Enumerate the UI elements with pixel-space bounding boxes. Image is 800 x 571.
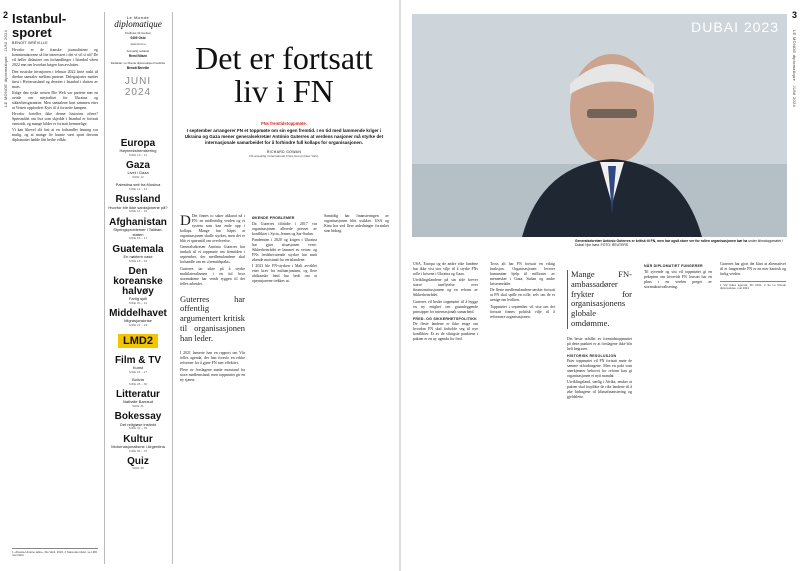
paragraph: Guterres vil bruke toppmøtet til å bygge en ny enighet om grunnleggende prinsipper for internasjonalt samarbeid. (413, 299, 478, 314)
article-author-desc: FN-ansvarlig i International Crisis Group (New York). (249, 153, 319, 158)
masthead-label: Postboks 33 Grefsen (124, 31, 152, 35)
toc-heading: Quiz (127, 455, 149, 467)
toc-item (108, 245, 168, 264)
page-number-right: 3 (791, 10, 797, 20)
paragraph: Da Guterres tiltrådte i 2017 var organisasjonen allerede presset av konflikter i Syria, Jemen og Sør-Sudan. (252, 221, 317, 236)
running-head-left: LE MONDE diplomatique · JUNI 2024 (3, 30, 8, 108)
logo-small: Le Monde (126, 15, 150, 20)
toc-heading: Russland (115, 194, 161, 206)
istanbul-byline: BENOÎT BRÉVILLE (12, 41, 48, 46)
toc-page: SIDE 16 – 17 (128, 236, 148, 241)
toc-item (108, 267, 168, 306)
photo-badge: DUBAI 2023 (691, 19, 779, 35)
toc-item (108, 218, 168, 241)
toc-item (108, 139, 168, 158)
toc-heading: Litteratur (116, 389, 160, 401)
article-column-4 (413, 262, 478, 343)
running-head-right: LE MONDE diplomatique · JUNI 2024 (792, 30, 797, 108)
pull-quote: Guterres har offentlig argumentert kritisk til organisasjonen han leder. (180, 293, 245, 343)
toc-page: SIDE 32 – 35 (128, 426, 148, 431)
toc-item (108, 435, 168, 454)
masthead-value: 0409 Oslo (130, 35, 146, 40)
page-number-left: 2 (3, 10, 9, 20)
toc-subtitle: Høyreekstremisering (119, 148, 157, 154)
article-kicker: FNs fremtidstoppmøte. (261, 121, 307, 127)
toc-item (108, 378, 168, 387)
toc-page: SIDE 31 (132, 404, 144, 409)
toc-heading: Bokessay (114, 411, 162, 423)
issue-year: 2024 (124, 87, 152, 99)
toc-heading: Gaza (126, 160, 150, 172)
toc-heading: Europa (120, 138, 156, 149)
article-photo (412, 14, 787, 237)
paragraph: Guterres tar sikte på å styrke multilateralismen i en tid hvor stormaktene har vendt ryggen til det felles arbeidet. (180, 266, 245, 286)
article-column-6 (567, 262, 632, 402)
paragraph: Pandemien i 2020 og krigen i Ukraina har gjort situasjonen verre. Sikkerhetsrådet er lammet av vetoer, og FNs fredsbevarende styrker har møtt økende motstand fra vertslandene. (252, 237, 317, 262)
toc-subtitle: Hvorfor blir ikke sanksjonene på? (108, 204, 168, 210)
istanbul-article (12, 12, 98, 145)
toc-heading: Film & TV (114, 354, 162, 366)
paragraph: Utviklingslandene på sin side krever større innflytelse over finansinstitusjonene og en reform av Sikkerhetsrådet. (413, 278, 478, 298)
subhead: FRED- OG SIKKERHETSPOLITIKK (413, 316, 477, 321)
masthead-info (108, 32, 168, 70)
paragraph: USA, Europa og de andre rike landene har ikke vist stor vilje til å styrke FNs rolle i krisene i Ukraina og Gaza. (413, 262, 478, 276)
paragraph: Toppmøtet i september vil vise om det fortsatt finnes politisk vilje til å reformere organisasjonen. (490, 304, 555, 319)
toc-heading: Kultur (123, 433, 153, 445)
paragraph: Flere av forslagene møtte motstand fra store medlemsland, men toppmøtet gir en ny sjanse. (180, 367, 245, 382)
article-headline: Det er fortsatt liv i FN (195, 40, 373, 109)
toc-page: SIDE 18 – 19 (128, 258, 148, 263)
paragraph: Guterres har gjort det klart at alternativet til et fungerende FN er en mer kaotisk og farlig verden. (720, 262, 786, 276)
toc-subtitle: Styringsproblemer i Taliban-staten (113, 226, 163, 237)
toc-subtitle: Nathalie Barraud (122, 399, 154, 405)
paragraph: Til syvende og sist vil toppmøtet gi en pekepinn om hvorvidt FN fortsatt har en plass i en verden preget av stormaktsrivalisering. (644, 269, 712, 289)
toc-item (108, 356, 168, 375)
subhead: NÅR DIPLOMATIET FUNGERER (644, 264, 703, 268)
guterres-photo (412, 14, 787, 237)
paragraph: Utviklingsland, særlig i Afrika, ønsker at pakten skal forplikte de rike landene til å øke bidragene til klimafinansiering og gjeldslette. (567, 380, 632, 400)
article-author: RICHARD GOWAN (266, 149, 302, 154)
paragraph: Generalsekretær António Guterres har innkalt til et toppmøte om fremtiden i september, der medlemslandene skal forhandle om en «fremtidspakt». (180, 245, 245, 265)
toc-page: SIDE 10 – 11 (128, 152, 148, 157)
paragraph: De fleste landene er ikke enige om hvordan FN skal forholde seg til nye konflikter. Et av de viktigste punktene i pakten er en ny agenda for fred. (413, 322, 478, 342)
istanbul-title: Istanbul-sporet (12, 11, 67, 40)
subhead: ØKENDE PROBLEMER (252, 216, 295, 220)
article-column-2 (252, 214, 317, 285)
toc-heading: Afghanistan (109, 216, 167, 228)
article-footnotes: 1 Vår felles agenda, FN 2021. 2 Se Le Monde diplomatique, mai 2024. (720, 282, 786, 291)
toc-page: SIDE 38 (132, 465, 144, 470)
masthead-value: Remi Nilsen (128, 54, 148, 59)
toc-page: SIDE 36 – 37 (128, 448, 148, 453)
column-divider (172, 12, 173, 564)
masthead-logo (108, 16, 168, 29)
toc-item (108, 390, 168, 409)
paragraph: I 2021 lanserte han en rapport om Vår felles agenda, der han foreslo en rekke reformer for å gjøre FN mer effektivt. (180, 351, 245, 366)
toc-page: SIDE 13 – 15 (128, 209, 148, 214)
pull-quote-red: Mange FN-ambassadører frykter for organisasjonens globale omdømme. (567, 270, 632, 329)
toc-item (108, 331, 168, 352)
istanbul-footnotes: 1 «Russia-Ukraine talks», Die Welt, 2024. 2 Nationale kilder, se LMD mai 2024. (12, 549, 98, 558)
toc-subtitle: Migrasjonskrise (124, 318, 152, 324)
toc-item (108, 183, 168, 192)
toc-item (108, 195, 168, 214)
toc-subtitle: Det religiøse instinkt (119, 421, 156, 427)
subhead: HISTORISK RESOLUSJON (567, 353, 617, 358)
article-column-7 (644, 262, 712, 291)
masthead-label: Ansvarlig redaktør (126, 49, 150, 54)
toc-subtitle: Palestina sett fra Moskva (115, 182, 161, 188)
article-column-1 (180, 214, 245, 384)
paragraph: Samtidig har finansieringen av organisasjonen blitt usikker. USA og Kina har ved flere anledninger forsinket sine bidrag. (324, 214, 389, 233)
istanbul-body (12, 48, 98, 143)
toc-heading: Guatemala (112, 243, 164, 255)
paragraph: Tross alt har FN fortsatt en viktig funksjon. Organisasjonen leverer humanitær hjelp til millioner av mennesker i Gaza, Sudan og andre kriseområder. (490, 262, 555, 286)
masthead-value: Benoît Bréville (126, 65, 150, 70)
paragraph: Hvorfor fortelles ikke denne historien oftere? Spørsmålet om hva som skjedde i Istanbul er fortsatt omstridt, og mange kilder er fortsatt hemmelige. (12, 112, 98, 127)
article-column-8 (720, 262, 786, 291)
issue-date (108, 76, 168, 98)
paragraph: Det beste utfallet av fremtidstoppmøtet på dette punktet er at forslagene ikke blir helt begravet. (567, 336, 632, 351)
toc-subtitle: Livet i Gaza (127, 170, 149, 176)
toc-page: SIDE 20 – 21 (128, 301, 148, 306)
masthead (108, 16, 168, 98)
caption-text: under klimatoppmøtet i Dubai i fjor høst. FOTO: REUTERS (575, 239, 783, 248)
toc-heading: Den koreanske halvøy (113, 265, 163, 298)
paragraph: Hvorfor er de franske journalistene og kommentatorene så lite interessert i det vi vil si nå? De vil heller diskutere om forhandlinger i Istanbul våren 2022 enn om hvordan krigen kan avsluttes. (12, 48, 98, 68)
paragraph: De fleste medlemslandene ønsker fortsatt at FN skal spille en rolle, selv om de er uenige om hvilken. (490, 288, 555, 303)
article-header (180, 42, 388, 158)
masthead-label: Redaktør, Le Monde diplomatique Frankrike (110, 60, 166, 65)
masthead-label: www.lmd.no (130, 42, 146, 47)
toc-subtitle: Motornasjonalisme i Argentina (111, 443, 165, 449)
article-column-5 (490, 262, 555, 321)
drop-cap: D (180, 213, 191, 229)
toc-subtitle: En nøktern case (123, 253, 153, 259)
toc-page: SIDE 12 – 13 (128, 187, 148, 192)
toc-page: SIDE 24 – 27 (128, 369, 148, 374)
toc-item (108, 412, 168, 431)
column-divider (104, 12, 105, 564)
toc-subtitle: Bolivia (132, 377, 144, 383)
toc-item (108, 309, 168, 328)
photo-caption (575, 239, 787, 248)
caption-bold: Generalsekretær António Guterres er kritisk til FN, men har også store ver for rollen organisasjonen bør ha (575, 239, 748, 243)
paragraph: Ifølge den tyske avisen Die Welt var partene nær en avtale om nøytralitet for Ukraina og sikkerhetsgarantier. Men samtalene brøt sammen etter at Vesten oppfordret Kyiv til å fortsette kampen. (12, 90, 98, 110)
logo-main: diplomatique (114, 19, 162, 29)
toc-subtitle: Farlig spill (128, 296, 147, 302)
toc-item (108, 457, 168, 471)
lmd2-badge: LMD2 (118, 334, 158, 348)
table-of-contents (108, 139, 168, 474)
toc-page: SIDE 22 – 23 (128, 323, 148, 328)
toc-page: SIDE 12 (132, 175, 144, 180)
toc-heading: Middelhavet (109, 308, 167, 320)
left-page (0, 0, 399, 571)
toc-item (108, 161, 168, 180)
toc-subtitle: Kunst (132, 365, 144, 371)
issue-month: JUNI (124, 76, 152, 88)
paragraph: Den russiske invasjonen i februar 2022 førte raskt til direkte samtaler mellom partene. Delegasjoner møttes først i Hviterussland og deretter i Istanbul i slutten av mars. (12, 69, 98, 89)
paragraph: I 2023 ble FN-styrken i Mali avviklet etter krav fra militærjuntaen, og flere afrikanske land har bedt om at operasjonene trekkes ut. (252, 264, 317, 284)
article-lead: I september arrangerer FN et toppmøte om sin egen fremtid. I en tid med lammende kriger i Ukraina og Gaza mener generalsekretær António Guterres at verdens nasjoner må styrke det internasjonale samarbeidet for å forhindre full kollaps for organisasjonen. (184, 128, 384, 145)
toc-page: SIDE 28 – 30 (128, 381, 148, 386)
paragraph: Det finnes to saker akkurat nå i FN: en midlertidig verden og et system som kan ende opp i kollaps. Mange har håpet at organisasjonen skulle styrkes, men det er blitt et spørsmål om overlevelse. (180, 214, 245, 243)
paragraph: Etter toppmøtet vil FN fortsatt møte de samme utfordringene. Men en pakt som anerkjenner behovet for reform kan gi organisasjonen et nytt mandat. (567, 359, 632, 379)
paragraph: Vi kan likevel slå fast at en forhandlet løsning var mulig, og at mange liv kunne vært spart dersom diplomatiet hadde fått bedre vilkår. (12, 128, 98, 143)
article-column-3-partial (324, 214, 389, 235)
